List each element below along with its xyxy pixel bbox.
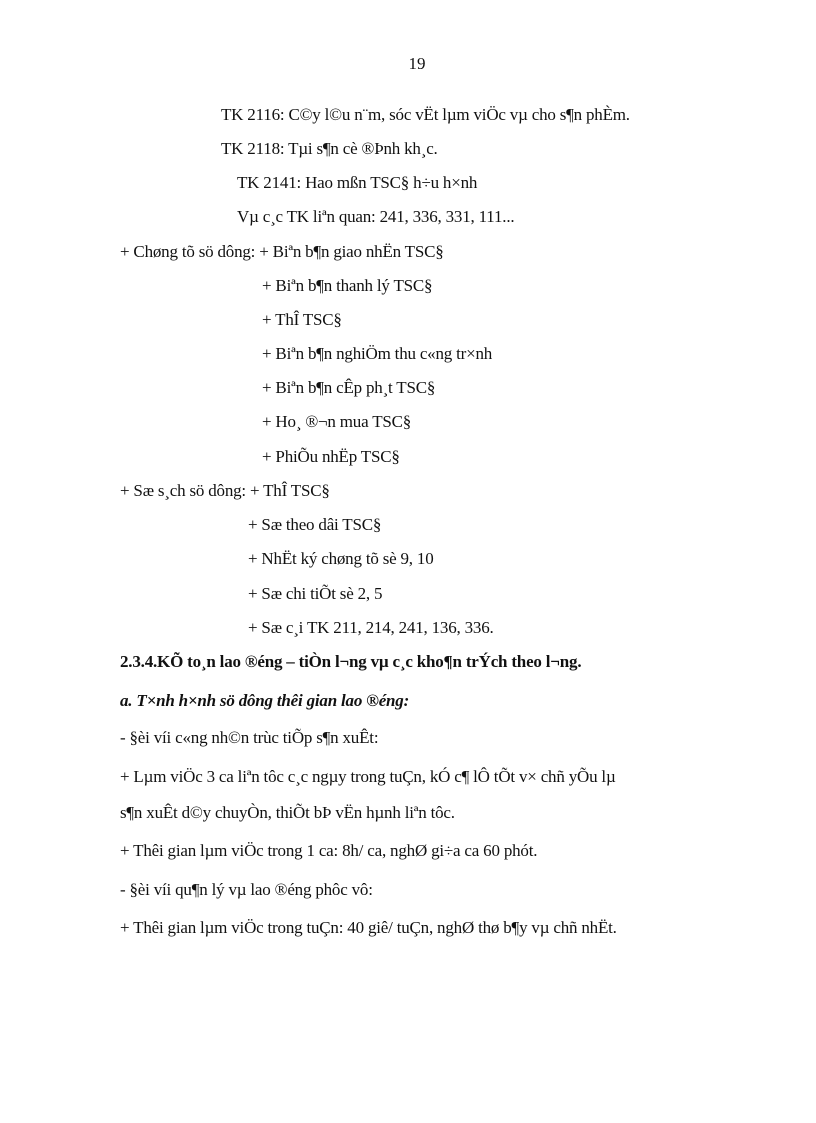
text-line: Vµ c¸c TK liªn quan: 241, 336, 331, 111...: [237, 207, 515, 226]
text-line: - §èi víi c«ng nh©n trùc tiÕp s¶n xuÊt:: [120, 728, 379, 747]
text-line: + Lµm viÖc 3 ca liªn tôc c¸c ngµy trong tuÇn, kÓ c¶ lÔ tÕt v× chñ yÕu lµ: [120, 767, 616, 786]
text-line: + Ho¸ ®¬n mua TSC§: [262, 412, 412, 431]
text-line: + Thêi gian lµm viÖc trong 1 ca: 8h/ ca, nghØ gi÷a ca 60 phót.: [120, 841, 538, 860]
text-line: + Biªn b¶n cÊp ph¸t TSC§: [262, 378, 436, 397]
subsection-heading: a. T×nh h×nh sö dông thêi gian lao ®éng:: [120, 691, 410, 710]
text-line: s¶n xuÊt d©y chuyÒn, thiÕt bÞ vËn hµnh liªn tôc.: [120, 803, 455, 822]
text-line: + Sæ c¸i TK 211, 214, 241, 136, 336.: [248, 618, 494, 637]
text-line: + Chøng tõ sö dông: + Biªn b¶n giao nhËn TSC§: [120, 242, 444, 261]
text-line: + Thêi gian lµm viÖc trong tuÇn: 40 giê/ tuÇn, nghØ thø b¶y vµ chñ nhËt.: [120, 918, 617, 937]
text-line: + Biªn b¶n thanh lý TSC§: [262, 276, 433, 295]
text-line: TK 2141: Hao mßn TSC§ h÷u h×nh: [237, 173, 478, 192]
text-line: + PhiÕu nhËp TSC§: [262, 447, 400, 466]
text-line: + NhËt ký chøng tõ sè 9, 10: [248, 549, 434, 568]
text-line: TK 2116: C©y l©u n¨m, sóc vËt lµm viÖc vµ cho s¶n phÈm.: [221, 105, 630, 124]
text-line: + Sæ theo dâi TSC§: [248, 515, 382, 534]
text-line: + Sæ chi tiÕt sè 2, 5: [248, 584, 383, 603]
page-number: 19: [408, 54, 426, 73]
text-line: TK 2118: Tµi s¶n cè ®Þnh kh¸c.: [221, 139, 438, 158]
section-heading: 2.3.4.KÕ to¸n lao ®éng – tiÒn l¬ng vµ c¸c kho¶n trÝch theo l¬ng.: [120, 652, 582, 671]
text-line: + ThÎ TSC§: [262, 310, 342, 329]
text-line: - §èi víi qu¶n lý vµ lao ®éng phôc vô:: [120, 880, 373, 899]
text-line: + Biªn b¶n nghiÖm thu c«ng tr×nh: [262, 344, 493, 363]
text-line: + Sæ s¸ch sö dông: + ThÎ TSC§: [120, 481, 330, 500]
